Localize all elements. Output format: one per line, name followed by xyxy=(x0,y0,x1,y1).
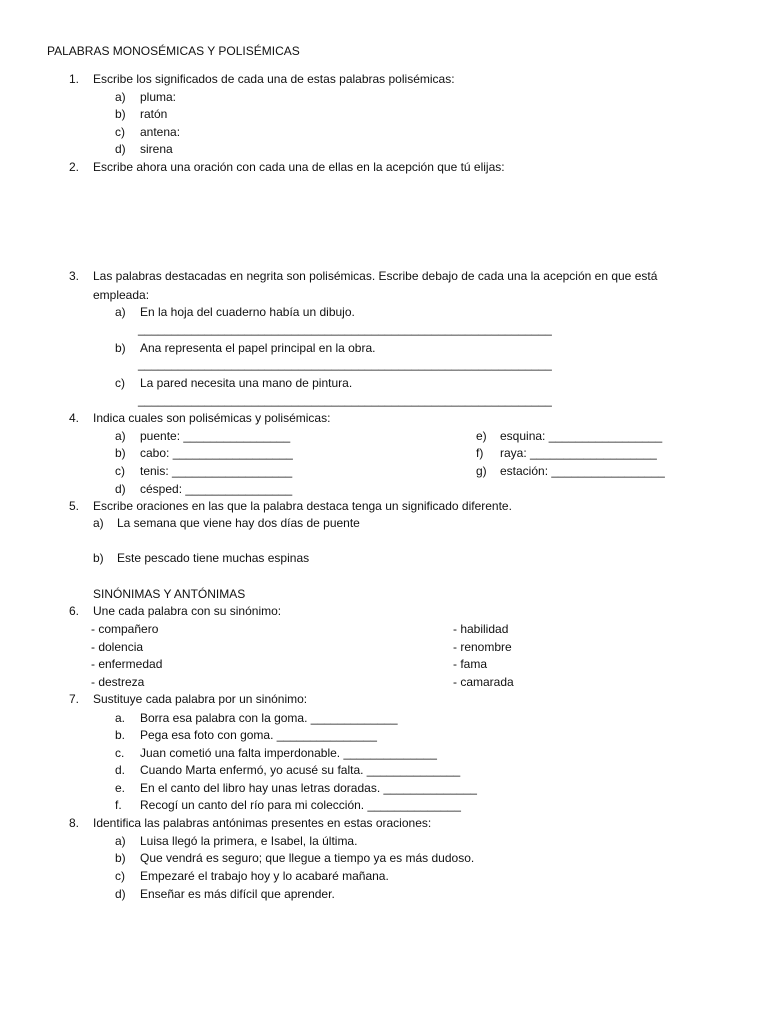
item-text: sirena xyxy=(140,142,173,156)
item-letter: c) xyxy=(115,869,125,883)
word-right: - renombre xyxy=(453,640,512,654)
item-text: Pega esa foto con goma. _______________ xyxy=(140,728,377,742)
question-number: 2. xyxy=(69,160,80,174)
question-text: Escribe ahora una oración con cada una de ellas en la acepción que tú elijas: xyxy=(93,160,505,174)
item-text: Juan cometió una falta imperdonable. ______________ xyxy=(140,746,437,760)
item-text: Luisa llegó la primera, e Isabel, la última. xyxy=(140,834,358,848)
item-letter: d. xyxy=(115,763,126,777)
item-text: cabo: __________________ xyxy=(140,446,293,460)
item-letter: a) xyxy=(115,305,126,319)
item-text: ratón xyxy=(140,107,168,121)
item-text: tenis: __________________ xyxy=(140,464,293,478)
item-text: La pared necesita una mano de pintura. xyxy=(140,376,353,390)
question-number: 6. xyxy=(69,604,80,618)
item-text: En el canto del libro hay unas letras doradas. ______________ xyxy=(140,781,477,795)
item-text: antena: xyxy=(140,125,181,139)
item-letter: d) xyxy=(115,482,126,496)
answer-line[interactable]: ______________________________________________________________ xyxy=(138,357,552,371)
answer-line[interactable]: ______________________________________________________________ xyxy=(138,322,552,336)
item-text: Empezaré el trabajo hoy y lo acabaré mañana. xyxy=(140,869,389,883)
item-letter: a) xyxy=(93,516,104,530)
item-letter: b) xyxy=(93,551,104,565)
word-right: - fama xyxy=(453,657,488,671)
page-title: PALABRAS MONOSÉMICAS Y POLISÉMICAS xyxy=(47,44,300,58)
item-letter: b. xyxy=(115,728,126,742)
item-letter: b) xyxy=(115,446,126,460)
word-left: - enfermedad xyxy=(91,657,163,671)
item-text: pluma: xyxy=(140,90,177,104)
item-text: césped: ________________ xyxy=(140,482,293,496)
item-letter: a) xyxy=(115,90,126,104)
item-letter: b) xyxy=(115,341,126,355)
question-number: 7. xyxy=(69,692,80,706)
item-text: Recogí un canto del río para mi colección. ______________ xyxy=(140,798,461,812)
item-letter: c) xyxy=(115,464,125,478)
item-letter: a. xyxy=(115,711,126,725)
item-text: raya: ___________________ xyxy=(500,446,657,460)
item-text: Enseñar es más difícil que aprender. xyxy=(140,887,335,901)
item-letter: f) xyxy=(476,446,484,460)
item-text: La semana que viene hay dos días de puente xyxy=(117,516,360,530)
item-letter: d) xyxy=(115,142,126,156)
item-letter: a) xyxy=(115,429,126,443)
item-text: Que vendrá es seguro; que llegue a tiempo ya es más dudoso. xyxy=(140,851,475,865)
question-number: 3. xyxy=(69,269,80,283)
item-letter: c) xyxy=(115,376,125,390)
question-text: Las palabras destacadas en negrita son polisémicas. Escribe debajo de cada una la acepción en que está xyxy=(93,269,658,283)
answer-line[interactable]: ______________________________________________________________ xyxy=(138,393,552,407)
question-number: 5. xyxy=(69,499,80,513)
item-letter: d) xyxy=(115,887,126,901)
item-text: puente: ________________ xyxy=(140,429,291,443)
question-text: Une cada palabra con su sinónimo: xyxy=(93,604,282,618)
item-letter: b) xyxy=(115,107,126,121)
question-text: Escribe oraciones en las que la palabra destaca tenga un significado diferente. xyxy=(93,499,512,513)
item-text: Este pescado tiene muchas espinas xyxy=(117,551,310,565)
item-text: esquina: _________________ xyxy=(500,429,663,443)
question-text: Identifica las palabras antónimas presentes en estas oraciones: xyxy=(93,816,432,830)
word-right: - habilidad xyxy=(453,622,509,636)
word-left: - dolencia xyxy=(91,640,144,654)
question-text: Sustituye cada palabra por un sinónimo: xyxy=(93,692,308,706)
item-letter: c. xyxy=(115,746,125,760)
word-left: - compañero xyxy=(91,622,159,636)
item-letter: e) xyxy=(476,429,487,443)
item-letter: c) xyxy=(115,125,125,139)
item-text: En la hoja del cuaderno había un dibujo. xyxy=(140,305,355,319)
question-text: Escribe los significados de cada una de estas palabras polisémicas: xyxy=(93,72,455,86)
word-left: - destreza xyxy=(91,675,145,689)
item-text: Ana representa el papel principal en la obra. xyxy=(140,341,376,355)
question-number: 8. xyxy=(69,816,80,830)
item-letter: e. xyxy=(115,781,126,795)
item-text: Borra esa palabra con la goma. _____________ xyxy=(140,711,398,725)
word-right: - camarada xyxy=(453,675,514,689)
item-letter: f. xyxy=(115,798,122,812)
question-text: Indica cuales son polisémicas y polisémicas: xyxy=(93,411,331,425)
question-text: empleada: xyxy=(93,288,150,302)
question-number: 1. xyxy=(69,72,80,86)
item-text: Cuando Marta enfermó, yo acusé su falta. ______________ xyxy=(140,763,461,777)
item-letter: b) xyxy=(115,851,126,865)
section-title: SINÓNIMAS Y ANTÓNIMAS xyxy=(93,587,246,601)
item-letter: g) xyxy=(476,464,487,478)
item-letter: a) xyxy=(115,834,126,848)
question-number: 4. xyxy=(69,411,80,425)
item-text: estación: _________________ xyxy=(500,464,665,478)
